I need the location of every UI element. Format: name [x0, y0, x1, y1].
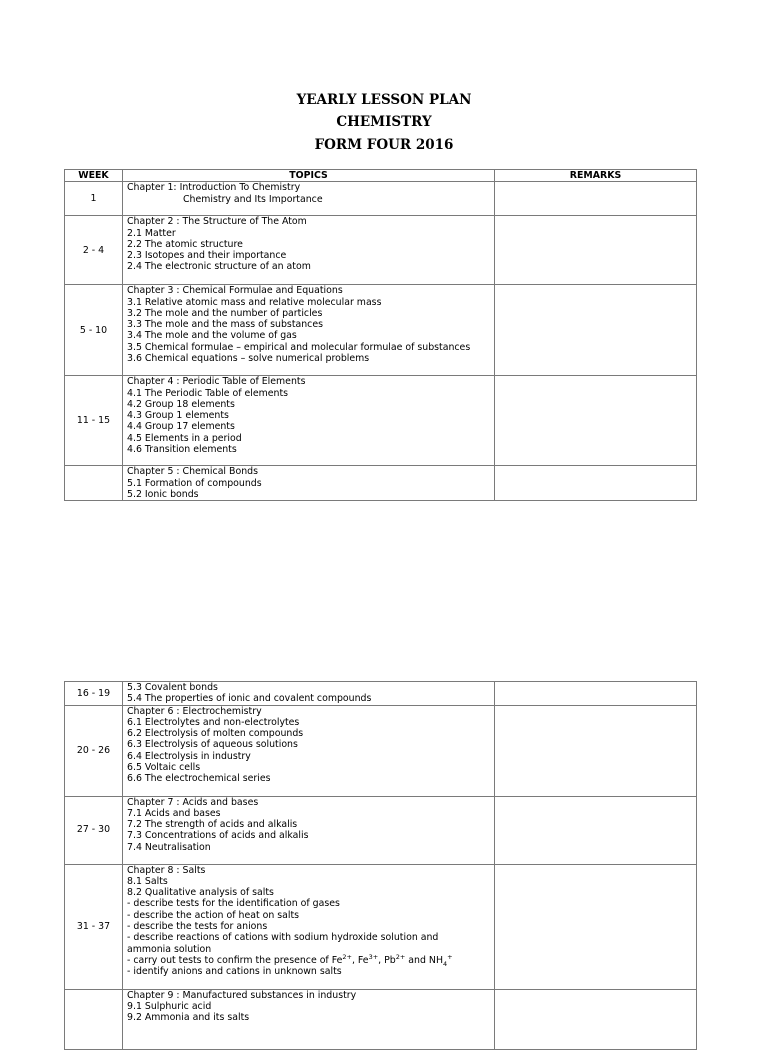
- topics-cell: [123, 466, 495, 501]
- topics-cell: [123, 376, 495, 466]
- topic-line: 2.1 Matter: [127, 227, 176, 239]
- topic-line: 6.3 Electrolysis of aqueous solutions: [127, 739, 298, 751]
- table-row: [65, 182, 697, 216]
- table-row: [65, 705, 697, 796]
- topic-line: 6.6 The electrochemical series: [127, 773, 271, 785]
- topics-cell: [123, 796, 495, 864]
- topic-line: Chapter 8 : Salts: [127, 864, 206, 876]
- topic-line: - describe reactions of cations with sodium hydroxide solution and: [127, 932, 439, 944]
- remarks-cell: [495, 682, 697, 706]
- week-cell: 2 - 4: [65, 216, 123, 285]
- topic-line: - identify anions and cations in unknown salts: [127, 966, 342, 978]
- topic-line: - carry out tests to confirm the presence of $Fe^{2+}$, $Fe^{3+}$, $Pb^{2+}$ and $NH_4^+$: [127, 952, 453, 968]
- remarks-cell: [495, 216, 697, 285]
- topic-line: 6.1 Electrolytes and non-electrolytes: [127, 716, 300, 728]
- table-row: [65, 285, 697, 376]
- remarks-cell: [495, 285, 697, 376]
- week-column-header: WEEK: [65, 170, 123, 182]
- topics-cell: [123, 705, 495, 796]
- topic-line: ammonia solution: [127, 943, 212, 955]
- topic-line: 8.1 Salts: [127, 875, 168, 887]
- topic-line: 6.5 Voltaic cells: [127, 762, 201, 774]
- topics-cell: [123, 216, 495, 285]
- topic-line: 5.3 Covalent bonds: [127, 682, 218, 693]
- topic-line: Chapter 9 : Manufactured substances in industry: [127, 989, 357, 1001]
- remarks-cell: [495, 989, 697, 1049]
- week-cell: 11 - 15: [65, 376, 123, 466]
- topic-line: Chapter 7 : Acids and bases: [127, 796, 259, 808]
- topic-line: 5.1 Formation of compounds: [127, 477, 262, 489]
- table-row: [65, 796, 697, 864]
- lesson-plan-table-page2: [64, 681, 697, 1050]
- week-cell: 16 - 19: [65, 682, 123, 706]
- remarks-cell: [495, 796, 697, 864]
- topic-line: 4.2 Group 18 elements: [127, 398, 235, 410]
- topic-line: 7.4 Neutralisation: [127, 841, 211, 853]
- topic-line: 4.3 Group 1 elements: [127, 410, 229, 422]
- week-cell: 5 - 10: [65, 285, 123, 376]
- topic-line: Chapter 5 : Chemical Bonds: [127, 466, 258, 478]
- topic-line: Chapter 2 : The Structure of The Atom: [127, 216, 307, 228]
- week-cell: [65, 989, 123, 1049]
- topic-line: 7.3 Concentrations of acids and alkalis: [127, 830, 309, 842]
- topic-line: 3.1 Relative atomic mass and relative molecular mass: [127, 296, 382, 308]
- topic-line: Chemistry and Its Importance: [183, 193, 323, 205]
- subject-title: CHEMISTRY: [336, 114, 432, 130]
- topic-line: 3.3 The mole and the mass of substances: [127, 319, 323, 331]
- table-header-row: [65, 170, 697, 182]
- remarks-cell: [495, 705, 697, 796]
- topic-line: 4.6 Transition elements: [127, 444, 237, 456]
- topics-cell: [123, 864, 495, 989]
- topic-line: 2.2 The atomic structure: [127, 238, 243, 250]
- topic-line: - describe the action of heat on salts: [127, 909, 300, 921]
- topic-line: 4.1 The Periodic Table of elements: [127, 387, 289, 399]
- topics-cell: [123, 682, 495, 706]
- topic-line: 8.2 Qualitative analysis of salts: [127, 887, 274, 899]
- topic-line: 2.4 The electronic structure of an atom: [127, 261, 311, 273]
- table-row: [65, 864, 697, 989]
- remarks-cell: [495, 182, 697, 216]
- topic-line: 3.4 The mole and the volume of gas: [127, 330, 297, 342]
- topic-line: 5.2 Ionic bonds: [127, 488, 199, 500]
- table-row: [65, 682, 697, 706]
- topic-line: 6.2 Electrolysis of molten compounds: [127, 728, 304, 740]
- topic-line: 6.4 Electrolysis in industry: [127, 750, 251, 762]
- remarks-cell: [495, 376, 697, 466]
- topic-line: Chapter 6 : Electrochemistry: [127, 705, 262, 717]
- week-cell: 27 - 30: [65, 796, 123, 864]
- week-cell: [65, 466, 123, 501]
- topic-line: 7.1 Acids and bases: [127, 807, 221, 819]
- topics-cell: [123, 989, 495, 1049]
- topic-line: 9.1 Sulphuric acid: [127, 1000, 212, 1012]
- topic-line: 3.2 The mole and the number of particles: [127, 307, 323, 319]
- remarks-cell: [495, 466, 697, 501]
- week-cell: 31 - 37: [65, 864, 123, 989]
- week-cell: 20 - 26: [65, 705, 123, 796]
- table-row: [65, 466, 697, 501]
- topic-line: 2.3 Isotopes and their importance: [127, 250, 287, 262]
- topic-line: Chapter 4 : Periodic Table of Elements: [127, 376, 306, 388]
- topic-line: - describe the tests for anions: [127, 921, 268, 933]
- remarks-cell: [495, 864, 697, 989]
- topic-line: - describe tests for the identification of gases: [127, 898, 340, 910]
- table-row: [65, 216, 697, 285]
- topic-line: 7.2 The strength of acids and alkalis: [127, 819, 298, 831]
- form-title: FORM FOUR 2016: [314, 137, 454, 153]
- document-title: YEARLY LESSON PLAN: [296, 92, 472, 108]
- lesson-plan-table-page1: [64, 169, 697, 501]
- topic-line: 9.2 Ammonia and its salts: [127, 1012, 250, 1024]
- topics-cell: [123, 285, 495, 376]
- topic-line: 4.4 Group 17 elements: [127, 421, 235, 433]
- topics-cell: [123, 182, 495, 216]
- table-row: [65, 989, 697, 1049]
- week-cell: 1: [65, 182, 123, 216]
- topic-line: 3.5 Chemical formulae – empirical and molecular formulae of substances: [127, 341, 471, 353]
- topic-line: 4.5 Elements in a period: [127, 432, 242, 444]
- topics-column-header: TOPICS: [123, 170, 495, 182]
- remarks-column-header: REMARKS: [495, 170, 697, 182]
- topic-line: Chapter 1: Introduction To Chemistry: [127, 182, 301, 194]
- table-row: [65, 376, 697, 466]
- topic-line: Chapter 3 : Chemical Formulae and Equations: [127, 285, 343, 297]
- topic-line: 3.6 Chemical equations – solve numerical problems: [127, 353, 370, 365]
- topic-line: 5.4 The properties of ionic and covalent compounds: [127, 693, 372, 705]
